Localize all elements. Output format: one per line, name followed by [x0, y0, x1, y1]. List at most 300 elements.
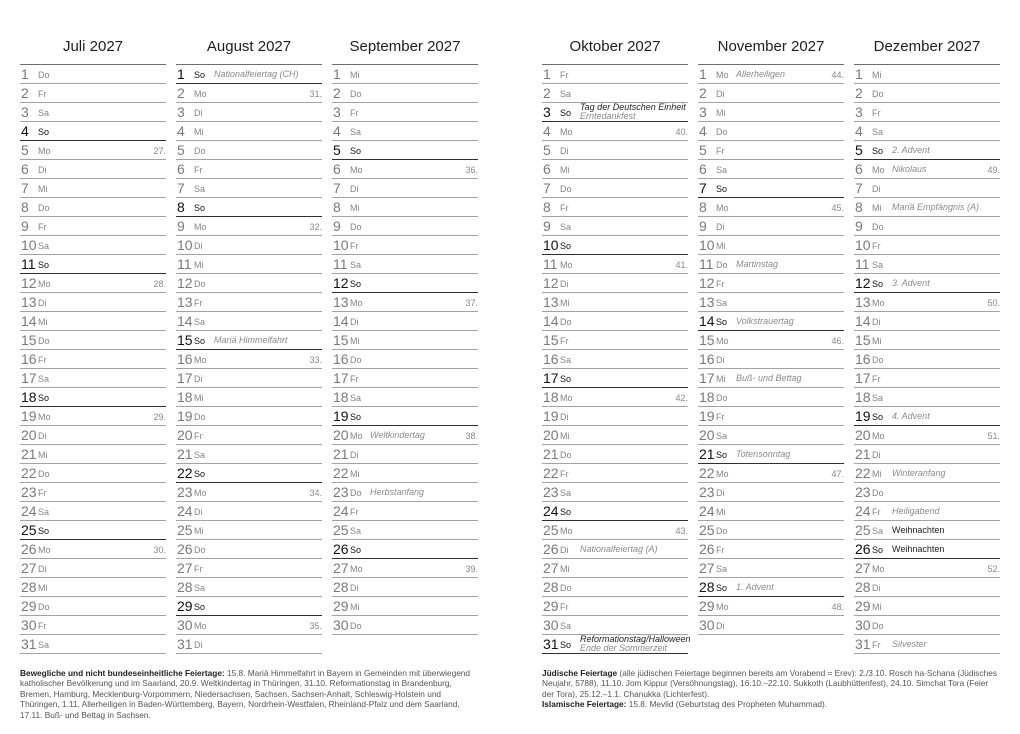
weekday-label: Di — [872, 583, 881, 593]
day-row[interactable] — [176, 312, 322, 331]
day-row[interactable] — [698, 521, 844, 540]
day-list — [332, 64, 478, 635]
day-row[interactable] — [854, 635, 1000, 654]
day-number: 3 — [21, 104, 29, 120]
day-row[interactable] — [542, 65, 688, 84]
weekday-label: Mo — [194, 355, 207, 365]
day-row[interactable] — [332, 616, 478, 635]
weekday-label: Di — [194, 507, 203, 517]
weekday-label: Mo — [716, 602, 729, 612]
day-number: 10 — [333, 237, 349, 253]
day-row[interactable] — [854, 369, 1000, 388]
day-row[interactable] — [176, 236, 322, 255]
day-row[interactable] — [698, 141, 844, 160]
day-row[interactable] — [20, 350, 166, 369]
day-row[interactable] — [542, 236, 688, 255]
day-row[interactable] — [20, 521, 166, 540]
day-number: 30 — [699, 617, 715, 633]
day-number: 5 — [177, 142, 185, 158]
month-column — [176, 36, 322, 652]
weekday-label: Do — [350, 222, 362, 232]
weekday-label: Do — [38, 203, 50, 213]
day-row[interactable] — [332, 293, 478, 312]
weekday-label: Mo — [560, 526, 573, 536]
day-row[interactable] — [698, 464, 844, 483]
day-row[interactable] — [20, 388, 166, 407]
day-row[interactable] — [20, 578, 166, 597]
day-row[interactable] — [854, 198, 1000, 217]
day-number: 6 — [699, 161, 707, 177]
day-row[interactable] — [854, 84, 1000, 103]
weekday-label: Fr — [560, 70, 569, 80]
weekday-label: Fr — [872, 374, 881, 384]
day-row[interactable] — [698, 540, 844, 559]
day-row[interactable] — [176, 407, 322, 426]
day-row[interactable] — [332, 350, 478, 369]
day-row[interactable] — [698, 236, 844, 255]
day-row[interactable] — [854, 559, 1000, 578]
day-row[interactable] — [698, 616, 844, 635]
day-row[interactable] — [542, 426, 688, 445]
day-row[interactable] — [176, 635, 322, 654]
day-row[interactable] — [332, 103, 478, 122]
weekday-label: Do — [872, 355, 884, 365]
day-row[interactable] — [20, 103, 166, 122]
day-row[interactable] — [332, 274, 478, 293]
day-row[interactable] — [542, 331, 688, 350]
day-row[interactable] — [542, 616, 688, 635]
weekday-label: Mo — [350, 165, 363, 175]
day-row[interactable] — [332, 331, 478, 350]
day-row[interactable] — [176, 559, 322, 578]
day-number: 29 — [699, 598, 715, 614]
weekday-label: Fr — [38, 621, 47, 631]
day-row[interactable] — [698, 84, 844, 103]
day-number: 24 — [177, 503, 193, 519]
day-row[interactable] — [176, 217, 322, 236]
weekday-label: Mi — [560, 564, 570, 574]
day-row[interactable] — [176, 141, 322, 160]
day-row[interactable] — [542, 502, 688, 521]
day-number: 22 — [177, 465, 193, 481]
day-row[interactable] — [332, 160, 478, 179]
day-row[interactable] — [176, 616, 322, 635]
day-row[interactable] — [332, 122, 478, 141]
day-row[interactable] — [542, 84, 688, 103]
day-row[interactable] — [20, 502, 166, 521]
day-row[interactable] — [542, 369, 688, 388]
day-row[interactable] — [698, 597, 844, 616]
day-row[interactable] — [854, 331, 1000, 350]
day-row[interactable] — [854, 578, 1000, 597]
day-row[interactable] — [542, 464, 688, 483]
weekday-label: Do — [716, 526, 728, 536]
weekday-label: Fr — [560, 336, 569, 346]
day-row[interactable] — [854, 597, 1000, 616]
day-row[interactable] — [542, 407, 688, 426]
weekday-label: Mo — [716, 70, 729, 80]
weekday-label: Sa — [38, 241, 50, 251]
day-number: 15 — [855, 332, 871, 348]
day-list — [854, 64, 1000, 654]
weekday-label: Mi — [872, 336, 882, 346]
day-number: 14 — [333, 313, 349, 329]
weekday-label: Do — [560, 184, 572, 194]
day-number: 7 — [855, 180, 863, 196]
day-row[interactable] — [332, 198, 478, 217]
day-row[interactable] — [20, 312, 166, 331]
day-row[interactable] — [332, 559, 478, 578]
day-row[interactable] — [542, 559, 688, 578]
day-row[interactable] — [20, 464, 166, 483]
day-row[interactable] — [332, 464, 478, 483]
day-row[interactable] — [332, 236, 478, 255]
weekday-label: So — [38, 260, 50, 270]
weekday-label: Do — [194, 545, 206, 555]
day-number: 2 — [177, 85, 185, 101]
day-number: 1 — [177, 66, 185, 82]
day-row[interactable] — [698, 312, 844, 331]
day-row[interactable] — [698, 122, 844, 141]
weekday-label: So — [38, 393, 50, 403]
day-row[interactable] — [176, 426, 322, 445]
day-row[interactable] — [332, 369, 478, 388]
weekday-label: So — [716, 184, 728, 194]
day-row[interactable] — [542, 217, 688, 236]
day-row[interactable] — [20, 445, 166, 464]
day-row[interactable] — [176, 597, 322, 616]
week-number: 43. — [675, 526, 688, 536]
day-row[interactable] — [176, 350, 322, 369]
holiday-label: Martinstag — [736, 259, 779, 269]
weekday-label: Sa — [872, 127, 884, 137]
day-row[interactable] — [176, 274, 322, 293]
day-row[interactable] — [542, 141, 688, 160]
day-row[interactable] — [698, 65, 844, 84]
week-number: 31. — [309, 89, 322, 99]
day-row[interactable] — [176, 502, 322, 521]
day-row[interactable] — [176, 84, 322, 103]
day-number: 29 — [855, 598, 871, 614]
day-number: 1 — [543, 66, 551, 82]
weekday-label: Mi — [716, 108, 726, 118]
day-number: 4 — [699, 123, 707, 139]
day-number: 16 — [177, 351, 193, 367]
weekday-label: Do — [194, 279, 206, 289]
day-row[interactable] — [542, 578, 688, 597]
day-row[interactable] — [176, 540, 322, 559]
day-row[interactable] — [20, 426, 166, 445]
day-row[interactable] — [332, 141, 478, 160]
day-row[interactable] — [698, 578, 844, 597]
day-row[interactable] — [698, 407, 844, 426]
day-row[interactable] — [854, 293, 1000, 312]
day-number: 17 — [177, 370, 193, 386]
weekday-label: Di — [194, 241, 203, 251]
day-row[interactable] — [698, 179, 844, 198]
day-row[interactable] — [332, 84, 478, 103]
day-row[interactable] — [176, 65, 322, 84]
weekday-label: Di — [716, 222, 725, 232]
day-row[interactable] — [20, 483, 166, 502]
day-row[interactable] — [176, 122, 322, 141]
day-number: 7 — [333, 180, 341, 196]
day-row[interactable] — [332, 407, 478, 426]
week-number: 29. — [153, 412, 166, 422]
day-row[interactable] — [542, 179, 688, 198]
weekday-label: Mi — [872, 469, 882, 479]
day-row[interactable] — [176, 293, 322, 312]
day-row[interactable] — [542, 521, 688, 540]
day-row[interactable] — [854, 255, 1000, 274]
footnote-jewish-text: (alle jüdischen Feiertage beginnen bereits am Vorabend = Erev): 2./3.10. Rosch ha-Schana (Jüdisches Neujahr, 5788), 11.10. Jom Kippur (Versöhnungstag), 16.10.–22.10. Sukkoth (Laubhüttenfest), 24.10. Simchat Tora (Feier der Tora), 25.12.–1.1. Chanukka (Lichterfest). — [542, 668, 997, 699]
day-row[interactable] — [176, 521, 322, 540]
day-row[interactable] — [698, 293, 844, 312]
day-row[interactable] — [854, 426, 1000, 445]
day-row[interactable] — [854, 274, 1000, 293]
day-row[interactable] — [542, 388, 688, 407]
day-row[interactable] — [698, 217, 844, 236]
weekday-label: Fr — [560, 469, 569, 479]
day-number: 15 — [543, 332, 559, 348]
weekday-label: Di — [716, 621, 725, 631]
day-number: 19 — [177, 408, 193, 424]
day-number: 19 — [333, 408, 349, 424]
weekday-label: Fr — [38, 488, 47, 498]
day-row[interactable] — [542, 597, 688, 616]
holiday-label: Nationalfeiertag (CH) — [214, 69, 299, 79]
day-row[interactable] — [854, 179, 1000, 198]
day-row[interactable] — [698, 483, 844, 502]
day-row[interactable] — [698, 502, 844, 521]
weekday-label: So — [716, 583, 728, 593]
day-number: 10 — [543, 237, 559, 253]
day-row[interactable] — [542, 445, 688, 464]
weekday-label: Fr — [560, 203, 569, 213]
day-row[interactable] — [176, 179, 322, 198]
day-row[interactable] — [176, 369, 322, 388]
weekday-label: Di — [194, 108, 203, 118]
day-row[interactable] — [332, 521, 478, 540]
day-row[interactable] — [176, 445, 322, 464]
day-row[interactable] — [854, 141, 1000, 160]
day-row[interactable] — [698, 350, 844, 369]
day-row[interactable] — [542, 312, 688, 331]
day-number: 12 — [21, 275, 37, 291]
day-row[interactable] — [542, 483, 688, 502]
day-row[interactable] — [542, 274, 688, 293]
day-row[interactable] — [20, 293, 166, 312]
day-row[interactable] — [542, 160, 688, 179]
day-number: 8 — [699, 199, 707, 215]
day-row[interactable] — [698, 369, 844, 388]
day-row[interactable] — [854, 122, 1000, 141]
day-number: 18 — [177, 389, 193, 405]
weekday-label: Sa — [194, 583, 206, 593]
day-row[interactable] — [20, 84, 166, 103]
weekday-label: Fr — [716, 545, 725, 555]
day-row[interactable] — [20, 179, 166, 198]
day-number: 26 — [855, 541, 871, 557]
day-row[interactable] — [698, 255, 844, 274]
day-number: 25 — [333, 522, 349, 538]
day-row[interactable] — [20, 540, 166, 559]
day-row[interactable] — [854, 65, 1000, 84]
day-row[interactable] — [20, 635, 166, 654]
week-number: 34. — [309, 488, 322, 498]
day-row[interactable] — [176, 331, 322, 350]
day-row[interactable] — [854, 616, 1000, 635]
day-row[interactable] — [854, 217, 1000, 236]
day-row[interactable] — [332, 597, 478, 616]
day-row[interactable] — [20, 616, 166, 635]
week-number: 38. — [465, 431, 478, 441]
day-number: 19 — [21, 408, 37, 424]
day-row[interactable] — [332, 65, 478, 84]
day-number: 29 — [333, 598, 349, 614]
day-row[interactable] — [176, 388, 322, 407]
day-row[interactable] — [176, 198, 322, 217]
day-row[interactable] — [698, 445, 844, 464]
day-number: 22 — [855, 465, 871, 481]
day-row[interactable] — [854, 521, 1000, 540]
day-row[interactable] — [698, 559, 844, 578]
day-row[interactable] — [20, 236, 166, 255]
day-row[interactable] — [20, 217, 166, 236]
day-number: 15 — [333, 332, 349, 348]
weekday-label: Mi — [350, 203, 360, 213]
day-row[interactable] — [332, 179, 478, 198]
day-row[interactable] — [854, 350, 1000, 369]
day-row[interactable] — [332, 502, 478, 521]
day-number: 25 — [699, 522, 715, 538]
day-row[interactable] — [698, 160, 844, 179]
day-row[interactable] — [542, 540, 688, 559]
holiday-label: Winteranfang — [892, 468, 946, 478]
day-row[interactable] — [332, 255, 478, 274]
weekday-label: Mi — [716, 507, 726, 517]
weekday-label: Fr — [194, 165, 203, 175]
day-row[interactable] — [854, 445, 1000, 464]
day-row[interactable] — [698, 388, 844, 407]
day-number: 17 — [855, 370, 871, 386]
weekday-label: Di — [350, 450, 359, 460]
day-row[interactable] — [20, 141, 166, 160]
day-row[interactable] — [20, 559, 166, 578]
weekday-label: Di — [716, 488, 725, 498]
day-row[interactable] — [332, 578, 478, 597]
day-row[interactable] — [542, 103, 688, 122]
day-number: 7 — [699, 180, 707, 196]
day-row[interactable] — [20, 122, 166, 141]
day-row[interactable] — [20, 65, 166, 84]
weekday-label: Mi — [38, 317, 48, 327]
day-row[interactable] — [698, 103, 844, 122]
weekday-label: Sa — [194, 184, 206, 194]
day-row[interactable] — [176, 464, 322, 483]
weekday-label: Mi — [38, 184, 48, 194]
weekday-label: Fr — [38, 355, 47, 365]
day-row[interactable] — [854, 236, 1000, 255]
day-row[interactable] — [332, 426, 478, 445]
day-row[interactable] — [20, 274, 166, 293]
day-row[interactable] — [542, 122, 688, 141]
day-row[interactable] — [854, 103, 1000, 122]
weekday-label: Mi — [560, 165, 570, 175]
day-number: 27 — [177, 560, 193, 576]
day-number: 4 — [177, 123, 185, 139]
day-row[interactable] — [332, 540, 478, 559]
day-row[interactable] — [20, 597, 166, 616]
day-row[interactable] — [542, 198, 688, 217]
day-number: 23 — [699, 484, 715, 500]
day-row[interactable] — [854, 464, 1000, 483]
weekday-label: Di — [560, 146, 569, 156]
footnote-left — [20, 668, 472, 720]
day-row[interactable] — [698, 426, 844, 445]
weekday-label: So — [38, 127, 50, 137]
day-row[interactable] — [332, 217, 478, 236]
day-row[interactable] — [542, 350, 688, 369]
weekday-label: Mi — [194, 260, 204, 270]
weekday-label: Sa — [194, 450, 206, 460]
day-row[interactable] — [332, 388, 478, 407]
day-row[interactable] — [698, 198, 844, 217]
weekday-label: Sa — [38, 507, 50, 517]
day-row[interactable] — [542, 634, 691, 654]
day-row[interactable] — [176, 483, 322, 502]
day-row[interactable] — [20, 198, 166, 217]
day-row[interactable] — [854, 312, 1000, 331]
day-row[interactable] — [176, 255, 322, 274]
day-row[interactable] — [332, 312, 478, 331]
day-row[interactable] — [542, 255, 688, 274]
week-number: 52. — [987, 564, 1000, 574]
day-row[interactable] — [20, 407, 166, 426]
day-number: 24 — [333, 503, 349, 519]
day-number: 4 — [543, 123, 551, 139]
week-number: 50. — [987, 298, 1000, 308]
weekday-label: So — [872, 545, 884, 555]
day-row[interactable] — [854, 388, 1000, 407]
day-number: 6 — [21, 161, 29, 177]
day-row[interactable] — [332, 483, 478, 502]
day-row[interactable] — [854, 407, 1000, 426]
day-row[interactable] — [332, 445, 478, 464]
day-row[interactable] — [854, 540, 1000, 559]
day-row[interactable] — [854, 160, 1000, 179]
day-number: 11 — [855, 256, 870, 272]
weekday-label: Mo — [38, 412, 51, 422]
day-row[interactable] — [176, 578, 322, 597]
day-row[interactable] — [854, 483, 1000, 502]
day-number: 26 — [699, 541, 715, 557]
day-row[interactable] — [698, 331, 844, 350]
day-number: 5 — [699, 142, 707, 158]
day-row[interactable] — [20, 255, 166, 274]
day-row[interactable] — [20, 160, 166, 179]
day-row[interactable] — [20, 331, 166, 350]
day-row[interactable] — [176, 103, 322, 122]
day-row[interactable] — [542, 293, 688, 312]
weekday-label: Sa — [560, 355, 572, 365]
day-number: 7 — [21, 180, 29, 196]
day-row[interactable] — [176, 160, 322, 179]
day-row[interactable] — [854, 502, 1000, 521]
day-number: 5 — [543, 142, 551, 158]
day-row[interactable] — [698, 274, 844, 293]
day-row[interactable] — [20, 369, 166, 388]
